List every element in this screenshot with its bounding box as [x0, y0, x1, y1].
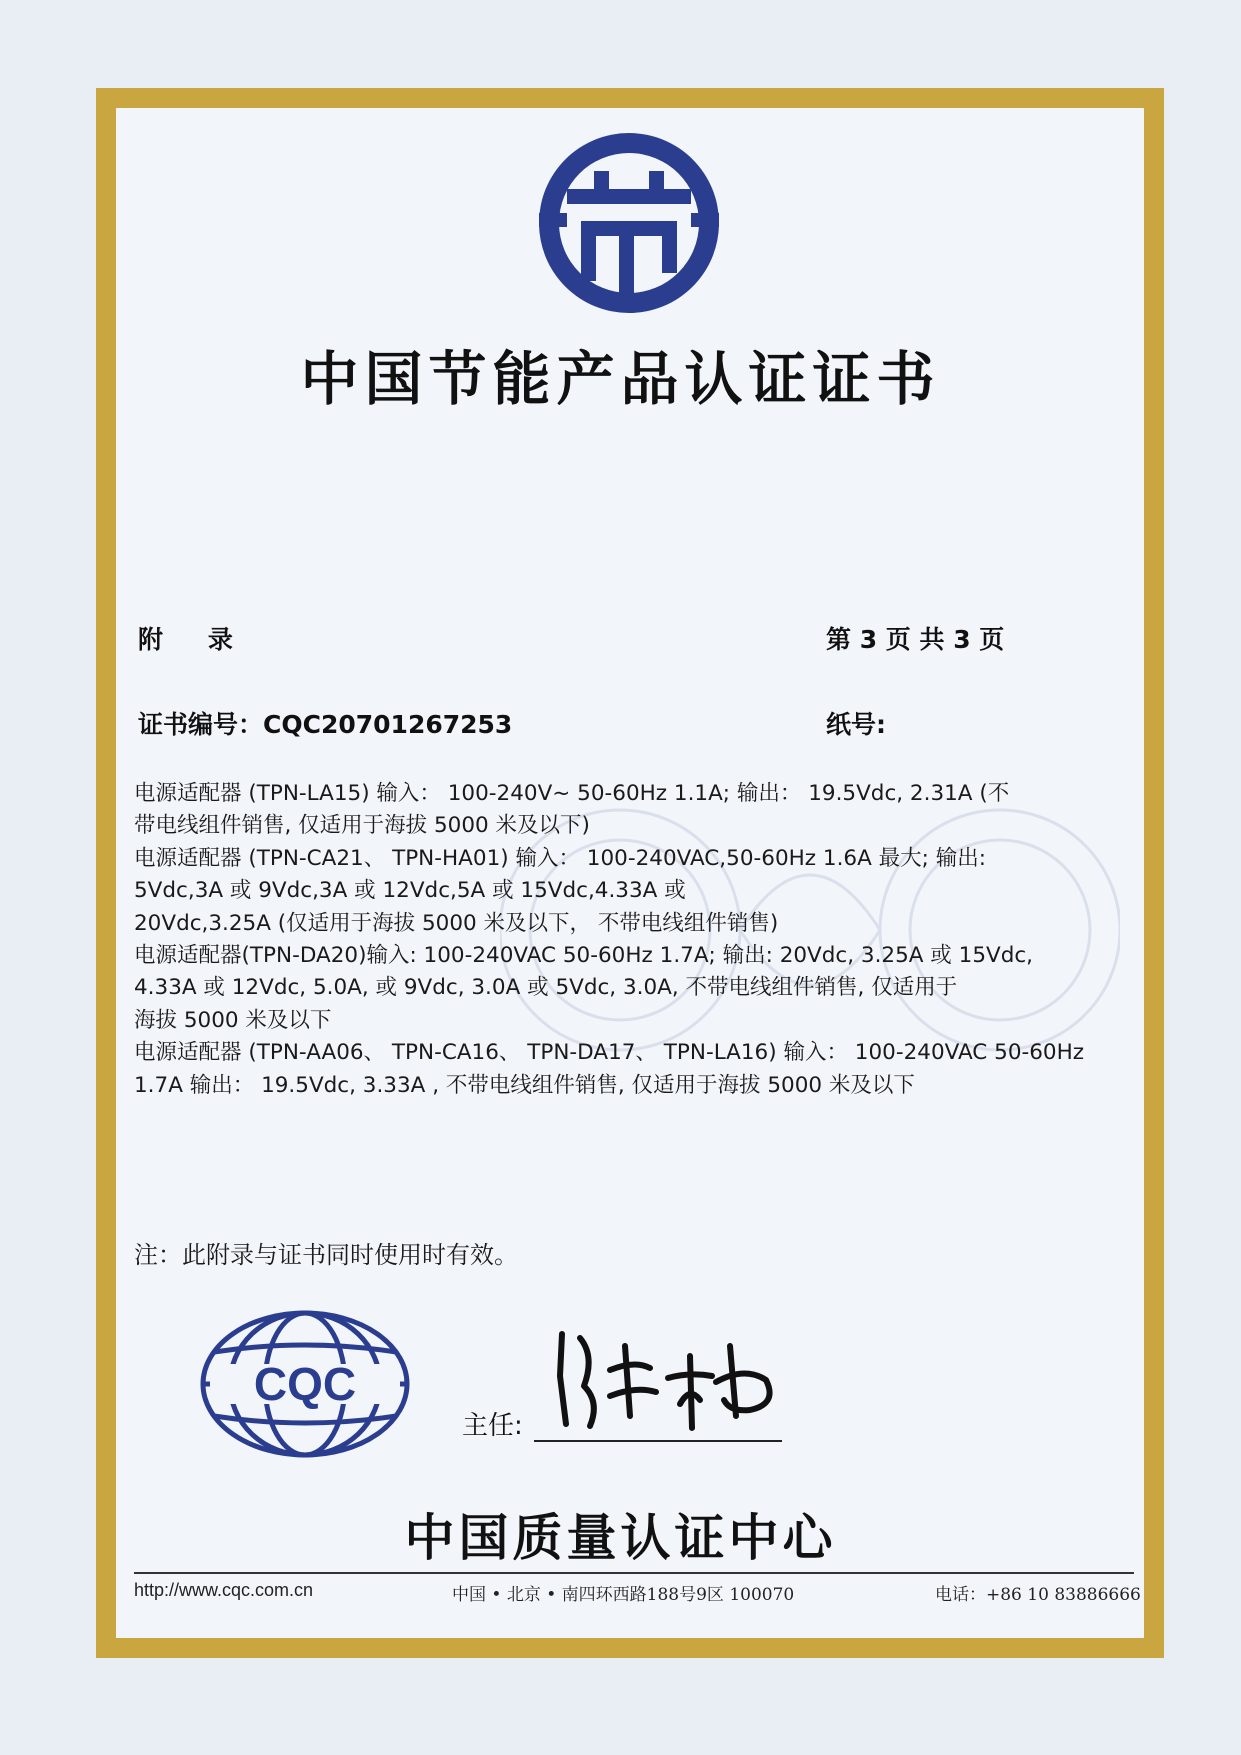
- footer-address: 中国 • 北京 • 南四环西路188号9区 100070: [452, 1585, 795, 1605]
- certificate-number: [138, 705, 512, 741]
- certificate-title: 中国节能产品认证证书: [300, 345, 941, 413]
- appendix-label: 附 录: [138, 625, 235, 654]
- energy-saving-logo-icon: [539, 133, 719, 313]
- footer-url: http://www.cqc.com.cn: [134, 1580, 314, 1600]
- certificate-number-value: CQC20701267253: [263, 710, 513, 739]
- footer-phone: 电话：+86 10 83886666: [935, 1585, 1141, 1605]
- spec-line: 电源适配器 (TPN-LA15) 输入： 100-240V~ 50-60Hz 1.1A; 输出： 19.5Vdc, 2.31A (不: [134, 781, 1010, 806]
- director-label: 主任:: [462, 1411, 523, 1441]
- spec-line: 4.33A 或 12Vdc, 5.0A, 或 9Vdc, 3.0A 或 5Vdc, 3.0A, 不带电线组件销售, 仅适用于: [134, 975, 958, 1001]
- product-specification-text: [134, 778, 1124, 1102]
- issuer-name: 中国质量认证中心: [404, 1509, 837, 1567]
- paper-number-label: 纸号:: [826, 710, 886, 739]
- cqc-globe-logo-icon: [198, 1308, 412, 1460]
- spec-line: 电源适配器(TPN-DA20)输入: 100-240VAC 50-60Hz 1.7A; 输出: 20Vdc, 3.25A 或 15Vdc,: [134, 943, 1034, 969]
- spec-line: 电源适配器 (TPN-AA06、 TPN-CA16、 TPN-DA17、 TPN-LA16) 输入： 100-240VAC 50-60Hz: [134, 1040, 1085, 1066]
- spec-line: 海拔 5000 米及以下: [134, 1007, 332, 1033]
- spec-line: 带电线组件销售, 仅适用于海拔 5000 米及以下): [134, 813, 590, 839]
- spec-line: 20Vdc,3.25A (仅适用于海拔 5000 米及以下， 不带电线组件销售): [134, 910, 779, 936]
- spec-line: 5Vdc,3A 或 9Vdc,3A 或 12Vdc,5A 或 15Vdc,4.33A 或: [134, 878, 686, 904]
- cqc-logo-text: CQC: [253, 1358, 357, 1410]
- validity-note: 注：此附录与证书同时使用时有效。: [134, 1241, 518, 1269]
- page-info: 第 3 页 共 3 页: [826, 625, 1005, 654]
- director-signature-icon: [540, 1316, 790, 1440]
- certificate-number-label: 证书编号：: [138, 710, 264, 739]
- signature-line: [534, 1440, 782, 1442]
- spec-line: 1.7A 输出： 19.5Vdc, 3.33A , 不带电线组件销售, 仅适用于海拔 5000 米及以下: [134, 1072, 915, 1098]
- spec-line: 电源适配器 (TPN-CA21、 TPN-HA01) 输入： 100-240VAC,50-60Hz 1.6A 最大; 输出:: [134, 845, 986, 871]
- footer-divider: [134, 1572, 1134, 1574]
